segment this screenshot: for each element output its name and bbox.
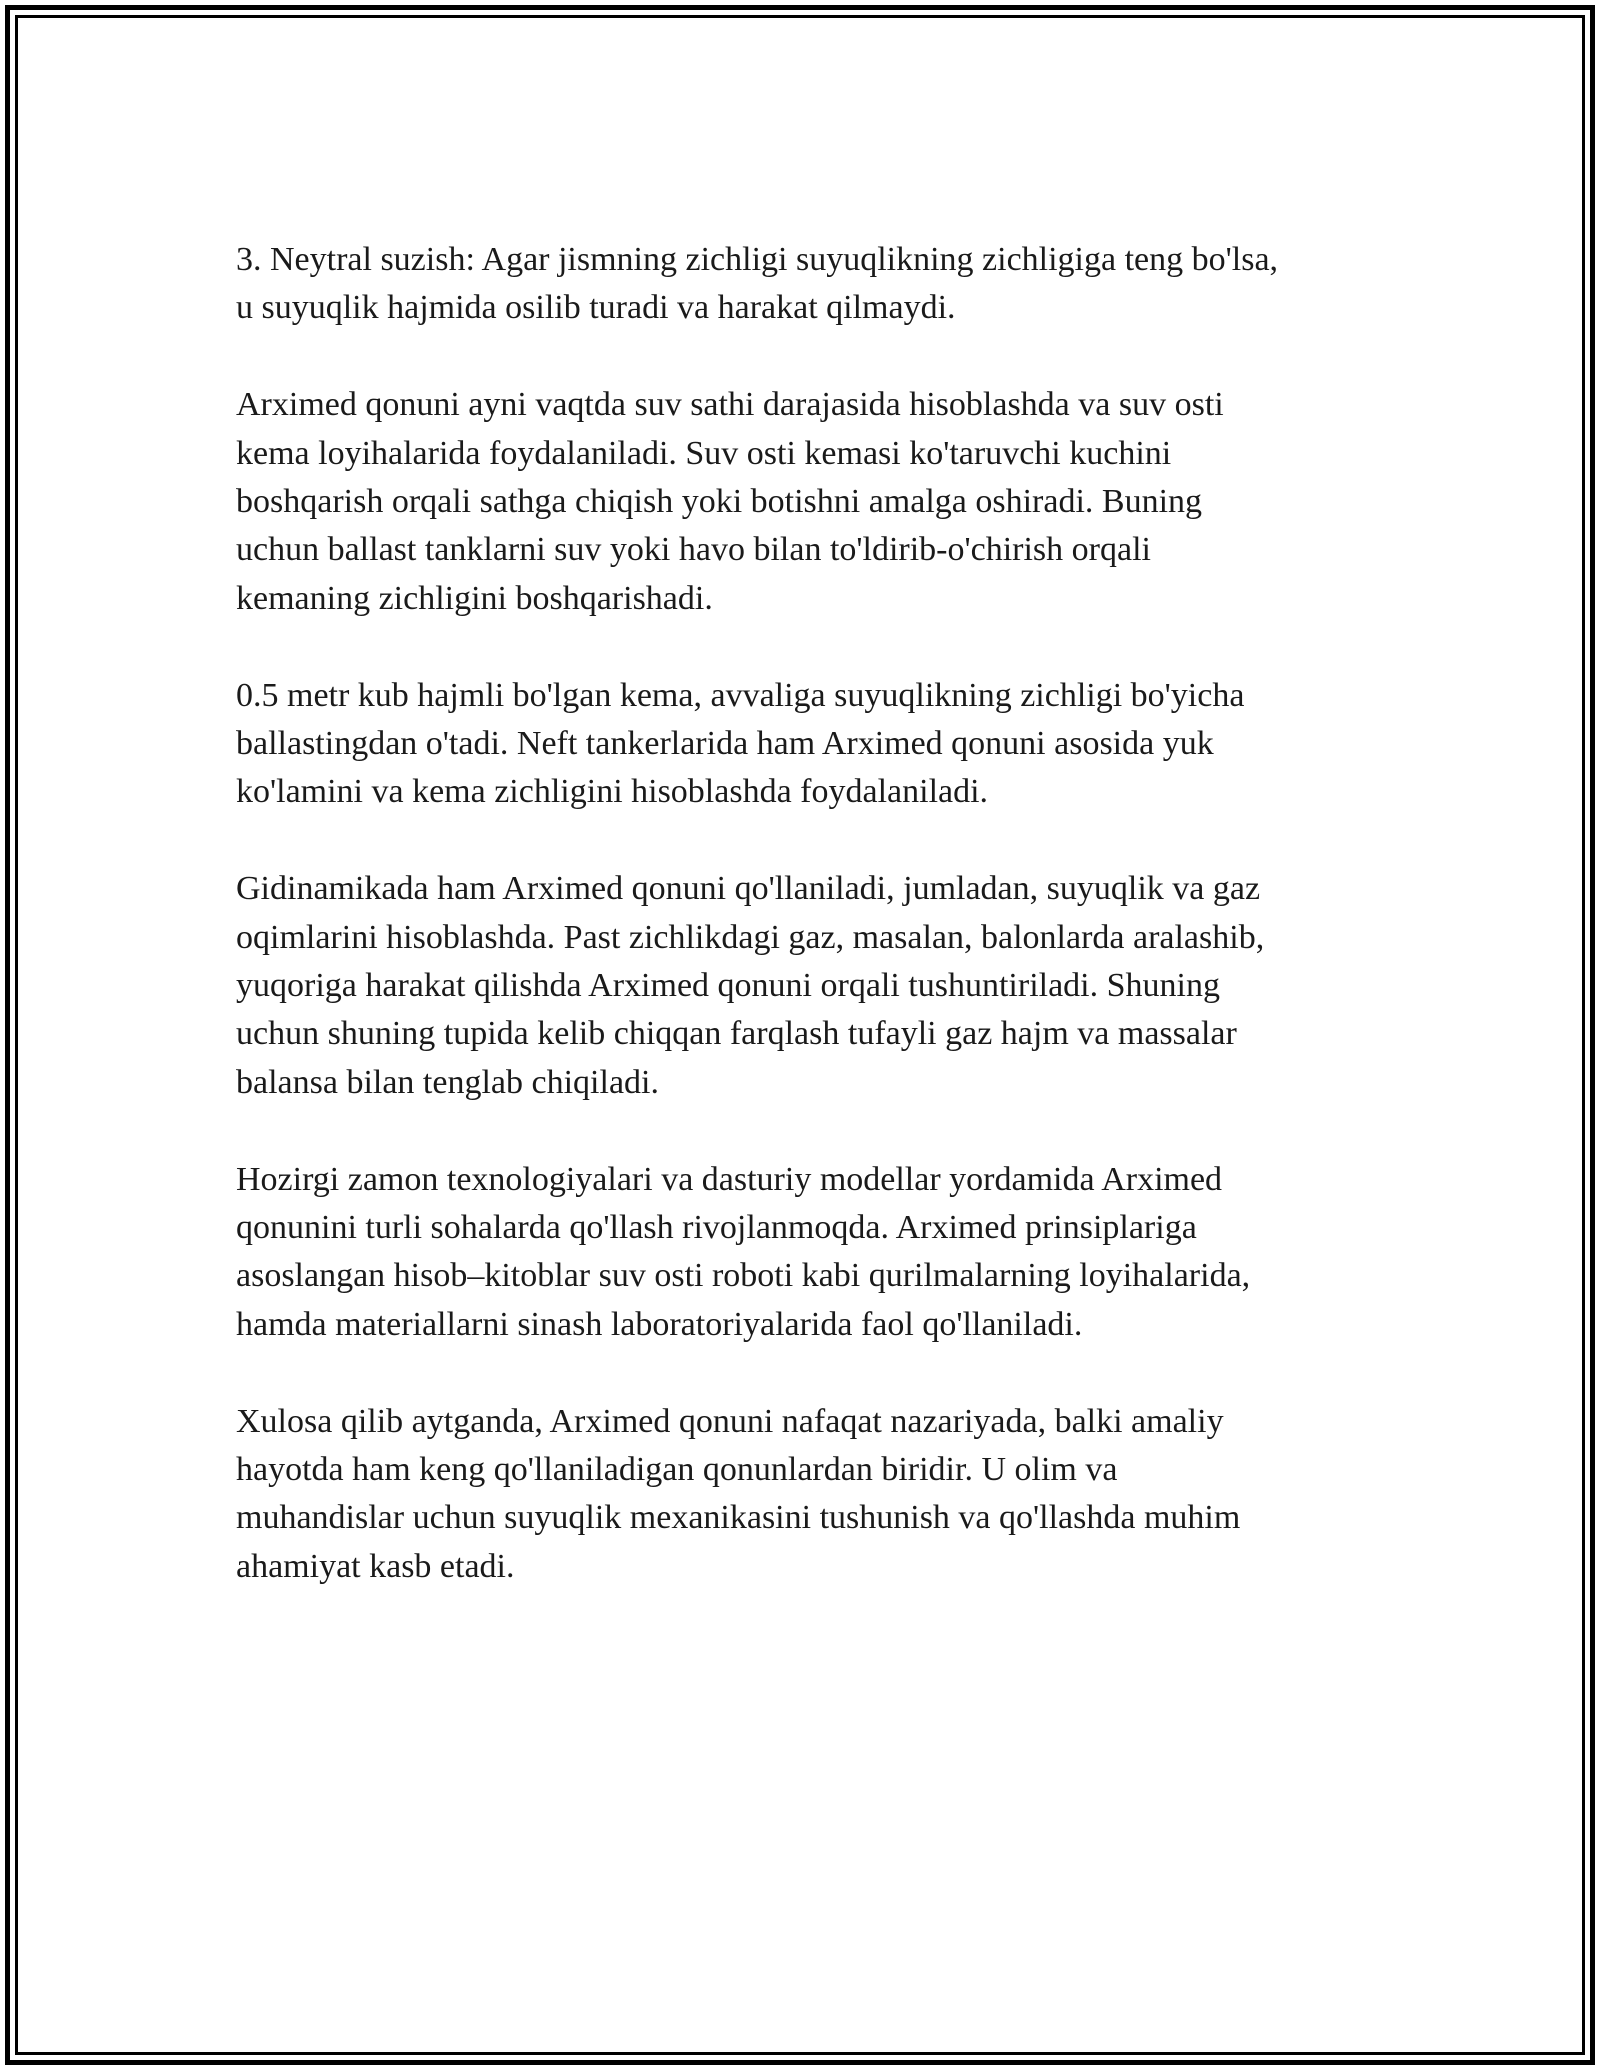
text-line: kemaning zichligini boshqarishadi. — [236, 579, 713, 617]
text-line: asoslangan hisob–kitoblar suv osti roboti kabi qurilmalarning loyihalarida, — [236, 1257, 1251, 1295]
text-line: hamda materiallarni sinash laboratoriyalarida faol qo'llaniladi. — [236, 1305, 1083, 1343]
paragraph-modern-technology — [236, 1156, 1386, 1350]
text-line: uchun ballast tanklarni suv yoki havo bilan to'ldirib-o'chirish orqali — [236, 531, 1151, 569]
paragraph-submarine — [236, 381, 1386, 623]
text-line: yuqoriga harakat qilishda Arximed qonuni orqali tushuntiriladi. Shuning — [236, 967, 1220, 1005]
text-line: oqimlarini hisoblashda. Past zichlikdagi gaz, masalan, balonlarda aralashib, — [236, 918, 1265, 956]
text-line: uchun shuning tupida kelib chiqqan farqlash tufayli gaz hajm va massalar — [236, 1015, 1237, 1053]
text-line: ballastingdan o'tadi. Neft tankerlarida ham Arximed qonuni asosida yuk — [236, 725, 1214, 763]
text-line: Hozirgi zamon texnologiyalari va dasturiy modellar yordamida Arximed — [236, 1160, 1223, 1198]
text-line: qonunini turli sohalarda qo'llash rivojlanmoqda. Arximed prinsiplariga — [236, 1209, 1197, 1247]
text-line: kema loyihalarida foydalaniladi. Suv osti kemasi ko'taruvchi kuchini — [236, 434, 1172, 472]
paragraph-neutral-buoyancy — [236, 236, 1386, 333]
text-line: 3. Neytral suzish: Agar jismning zichligi suyuqlikning zichligiga teng bo'lsa, — [236, 241, 1279, 278]
text-line: muhandislar uchun suyuqlik mexanikasini tushunish va qo'llashda muhim — [236, 1499, 1241, 1537]
text-line: Gidinamikada ham Arximed qonuni qo'llaniladi, jumladan, suyuqlik va gaz — [236, 870, 1261, 908]
text-line: Xulosa qilib aytganda, Arximed qonuni nafaqat nazariyada, balki amaliy — [236, 1402, 1224, 1440]
text-line: hayotda ham keng qo'llaniladigan qonunlardan biridir. U olim va — [236, 1451, 1118, 1489]
paragraph-conclusion — [236, 1398, 1386, 1592]
paragraph-hydrodynamics — [236, 865, 1386, 1107]
text-line: u suyuqlik hajmida osilib turadi va harakat qilmaydi. — [236, 289, 956, 327]
text-line: balansa bilan tenglab chiqiladi. — [236, 1063, 659, 1101]
text-line: ko'lamini va kema zichligini hisoblashda foydalaniladi. — [236, 773, 989, 811]
document-body — [236, 236, 1386, 1591]
text-line: Arximed qonuni ayni vaqtda suv sathi darajasida hisoblashda va suv osti — [236, 386, 1224, 424]
text-line: boshqarish orqali sathga chiqish yoki botishni amalga oshiradi. Buning — [236, 483, 1203, 521]
paragraph-ship-volume — [236, 672, 1386, 817]
text-line: ahamiyat kasb etadi. — [236, 1547, 515, 1585]
text-line: 0.5 metr kub hajmli bo'lgan kema, avvaliga suyuqlikning zichligi bo'yicha — [236, 676, 1245, 714]
